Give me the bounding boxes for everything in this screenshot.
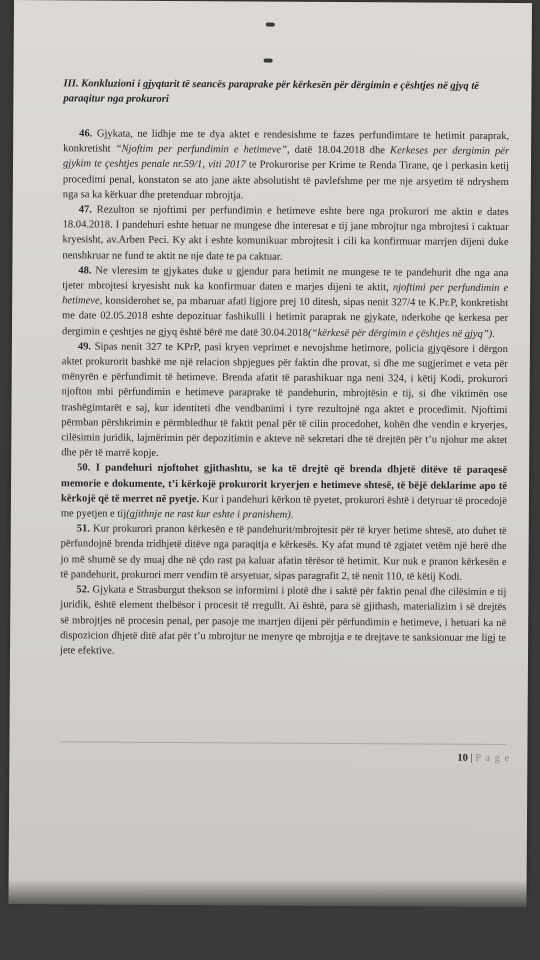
paragraph — [60, 582, 506, 661]
paragraph-text: Gjykata, ne lidhje me te dya aktet e rendesishme te fazes perfundimtare te hetimit paraprak, konkretisht — [63, 128, 510, 155]
ink-mark — [264, 59, 273, 63]
paragraph-text: Gjykata e Strasburgut thekson se informimi i plotë dhe i saktë për faktin penal dhe cilësimin e tij juridik, është element thelbësor i procesit të rregullt. Ai është, para së gjithash, materializim i së drejtës së mbrojtjes në procesin penal, per pasoje me marrjen dijeni për përfundimin e hetimeve, i hetuari ka në dispozicion dhjetë ditë afat për t’u mbrojtur ne menyre qe mbrojtja e te drejtave te sanksionuar me ligj te jete efektive. — [59, 584, 507, 657]
paragraph-text: Rezulton se njoftimi per perfundimin e hetimeve eshte bere nga prokurori me aktin e dates 18.04.2018. I pandehuri eshte hetuar ne mungese dhe interesat e tij jane mbrojtur nga mbrojtesi i caktuar kryesisht, av.Arben Peci. Ky akt i eshte komunikuar mbrojtesit i cili ka konfirmuar marrjen dijeni duke nenshkruar ne fund te aktit ne nje date te pa caktuar. — [62, 204, 509, 263]
paragraph-text: Ne vleresim te gjykates duke u gjendur para hetimit ne mungese te te pandehurit dhe nga ana tjeter mbrojtesi kryesisht nuk ka konfirmuar daten e marjes dijeni te aktit, — [62, 265, 509, 294]
paragraph-text: njoftimi per perfundimin e hetimeve, — [62, 282, 509, 307]
paragraph-number: 49. — [77, 341, 92, 353]
paragraph-number: 47. — [78, 204, 92, 216]
footer-divider — [59, 741, 505, 745]
paragraph-text: , datë 18.04.2018 dhe — [286, 144, 391, 157]
section-heading: III. Konkluzioni i gjyqtarit të seancës paraprake për kërkesën për dërgimin e çështjes në gjyq të paraqitur nga prokurori — [63, 78, 480, 105]
ink-mark — [266, 23, 275, 27]
paragraph — [61, 461, 507, 525]
paragraph-text: “Njoftim per perfundimin e hetimeve” — [115, 143, 287, 156]
body-text — [60, 126, 509, 661]
paragraph-text: Kur i pandehuri kërkon të pyetet, prokurori është i detyruar të procedojë me pyetjen e tij — [60, 494, 507, 520]
document-page — [8, 0, 532, 907]
page-separator: | — [470, 752, 473, 764]
paragraph — [63, 126, 509, 205]
paragraph-text: (“kërkesë për dërgimin e çështjes në gjyq”). — [308, 327, 495, 340]
paragraph — [62, 263, 508, 342]
paragraph-number: 51. — [76, 523, 90, 535]
paragraph-text: Sipas nenit 327 te KPrP, pasi kryen veprimet e nevojshme hetimore, policia gjyqësore i dërgon aktet prokurorit bashkë me një relacion shpjegues për faktin dhe provat, si dhe me sugjerimet e veta për mënyrën e përfundimit të hetimeve. Brenda afatit të parashikuar nga neni 324, i këtij Kodi, prokurori njofton mbi përfundimin e hetimeve paraprake të pandehurin, mbrojtësin e tij, si dhe viktimën ose trashëgimtarët e saj, kur identiteti dhe vendbanimi i tyre rezultojnë nga aktet e procedimit. Njoftimi përmban përshkrimin e përmbledhur të faktit penal për të cilin procedohet, kohën dhe vendin e kryerjes, cilësimin juridik, lajmërimin për depozitimin e akteve në sekretari dhe të drejtën për t’u njohur me aktet dhe për të marrë kopje. — [61, 341, 508, 460]
page-label: P a g e — [475, 752, 511, 765]
paragraph — [60, 522, 506, 586]
paragraph-text: konsiderohet se, pa mbaruar afati ligjore prej 10 ditesh, sipas nenit 327/4 te K.Pr.P, konkretisht me date 02.05.2018 eshte depozituar fashikulli i hetimit paraprak ne gjykate, nderkohe qe kerkesa per dergimin e çeshtjes ne gjyq është bërë me datë 30.04.2018 — [61, 295, 509, 339]
page-number: 10 — [457, 752, 468, 764]
paragraph-number: 52. — [76, 584, 90, 596]
paragraph — [62, 202, 508, 266]
paragraph — [61, 339, 508, 463]
table-shadow — [0, 880, 540, 960]
paragraph-text: te Prokurorise per Krime te Renda Tirane, qe i perkasin ketij procedimi penal, konstaton se ato jane akte absolutisht të pavlefshme per me nje arsyetim të ndryshem nga sa ka kërkuar dhe pretenduar mbrojtja. — [62, 159, 510, 202]
page-footer — [457, 753, 510, 764]
paragraph-text: I pandehuri njoftohet gjithashtu, se ka të drejtë që brenda dhjetë ditëve të paraqesë memorie e dokumente, t’i kërkojë prokurorit kryerjen e hetimeve shtesë, të bëjë deklarime apo të kërkojë që të merret në pyetje. — [60, 462, 508, 506]
paragraph-text: (gjithnje ne rast kur eshte i pranishem). — [126, 508, 294, 521]
paragraph-number: 50. — [77, 462, 91, 474]
paragraph-number: 48. — [78, 265, 92, 277]
paragraph-number: 46. — [79, 128, 93, 140]
paragraph-text: Kerkeses per dergimin për gjykim te çeshtjes penale nr.59/1, viti 2017 — [62, 145, 510, 171]
paragraph-text: Kur prokurori pranon kërkesën e të pandehurit/mbrojtesit për të kryer hetime shtesë, ato duhet të përfundojnë brenda tridhjetë ditëve nga paraqitja e kërkesës. Ky afat mund të zgjatet vetëm një herë dhe jo më shumë se dy muaj dhe në çdo rast pa kaluar afatin tërësor të hetimit. Kur nuk e pranon kërkesën e të pandehurit, prokurori merr vendim të arsyetuar, sipas paragrafit 2, të nenit 110, të këtij Kodi. — [60, 523, 507, 583]
